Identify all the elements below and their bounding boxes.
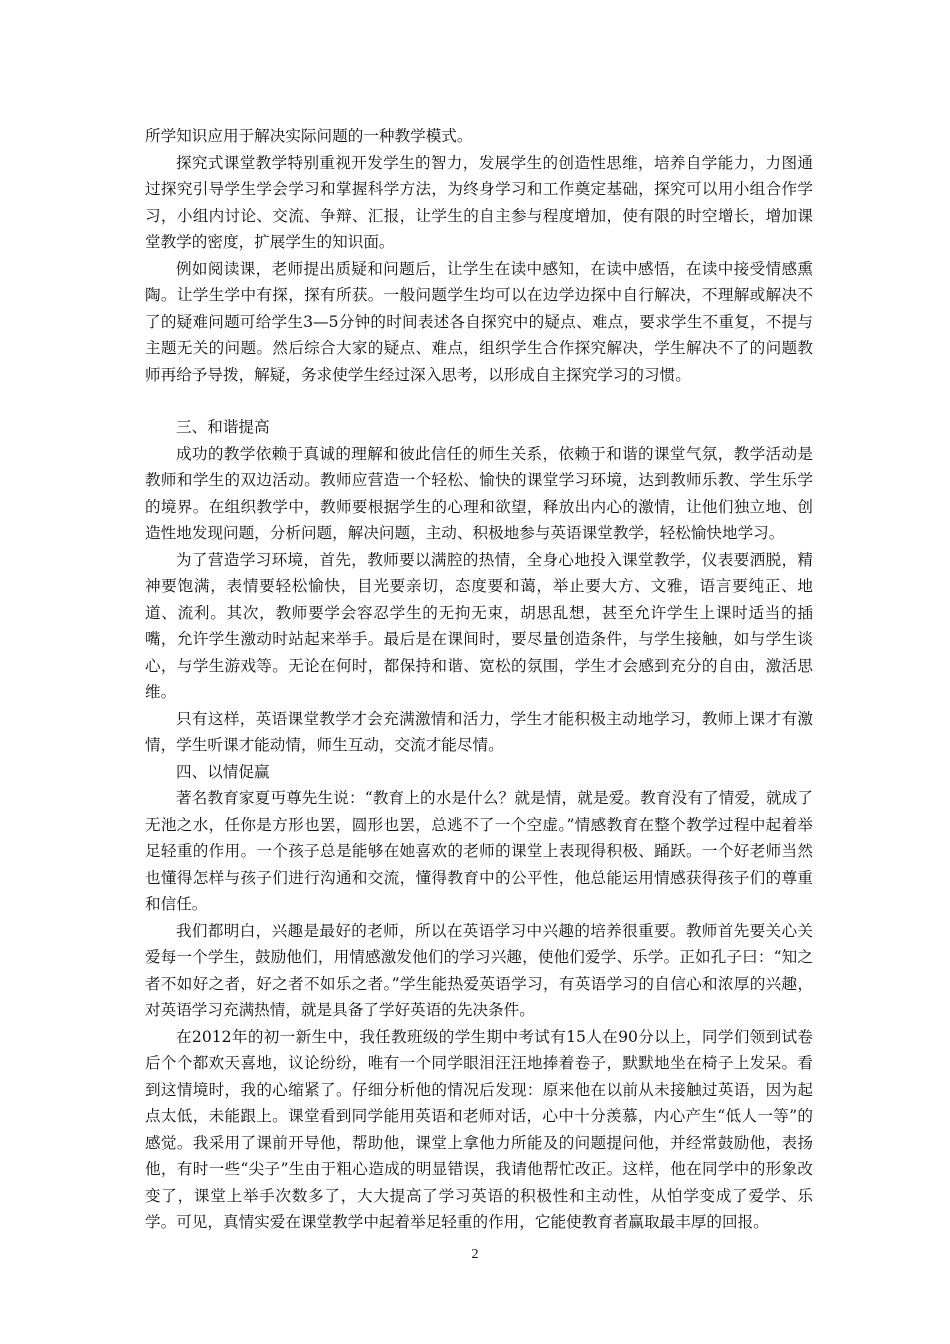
paragraph-emotion-3: 在2012年的初一新生中，我任教班级的学生期中考试有15人在90分以上，同学们领到试卷后个个都欢天喜地，议论纷纷，唯有一个同学眼泪汪汪地捧着卷子，默默地坐在椅子上发呆。看到这情境时，我的心缩紧了。仔细分析他的情况后发现：原来他在以前从未接触过英语，因为起点太低，未能跟上。课堂看到同学能用英语和老师对话，心中十分羡慕，内心产生“低人一等”的感觉。我采用了课前开导他，帮助他，课堂上拿他力所能及的问题提问他，并经常鼓励他，表扬他，有时一些“尖子”生由于粗心造成的明显错误，我请他帮忙改正。这样，他在同学中的形象改变了，课堂上举手次数多了，大大提高了学习英语的积极性和主动性，从怕学变成了爱学、乐学。可见，真情实爱在课堂教学中起着举足轻重的作用，它能使教育者赢取最丰厚的回报。 bbox=[145, 1027, 813, 1231]
paragraph-spacer bbox=[145, 388, 813, 414]
document-body bbox=[145, 123, 813, 1236]
paragraph-continuation: 所学知识应用于解决实际问题的一种教学模式。 bbox=[145, 127, 473, 145]
page-number: 2 bbox=[471, 1247, 479, 1262]
section-heading-harmony: 三、和谐提高 bbox=[176, 418, 270, 436]
paragraph-harmony-1: 成功的教学依赖于真诚的理解和彼此信任的师生关系，依赖于和谐的课堂气氛，教学活动是教师和学生的双边活动。教师应营造一个轻松、愉快的课堂学习环境，达到教师乐教、学生乐学的境界。在组织教学中，教师要根据学生的心理和欲望，释放出内心的激情，让他们独立地、创造性地发现问题，分析问题，解决问题，主动、积极地参与英语课堂教学，轻松愉快地学习。 bbox=[145, 444, 813, 542]
paragraph-emotion-2: 我们都明白，兴趣是最好的老师，所以在英语学习中兴趣的培养很重要。教师首先要关心关爱每一个学生，鼓励他们，用情感激发他们的学习兴趣，使他们爱学、乐学。正如孔子曰：“知之者不如好之者，好之者不如乐之者。”学生能热爱英语学习，有英语学习的自信心和浓厚的兴趣，对英语学习充满热情，就是具备了学好英语的先决条件。 bbox=[145, 921, 813, 1019]
paragraph-reading-example: 例如阅读课，老师提出质疑和问题后，让学生在读中感知，在读中感悟，在读中接受情感熏陶。让学生学中有探，探有所获。一般问题学生均可以在边学边探中自行解决，不理解或解决不了的疑难问题可给学生3—5分钟的时间表述各自探究中的疑点、难点，要求学生不重复，不提与主题无关的问题。然后综合大家的疑点、难点，组织学生合作探究解决，学生解决不了的问题教师再给予导拨，解疑，务求使学生经过深入思考，以形成自主探究学习的习惯。 bbox=[145, 259, 813, 384]
section-heading-emotion: 四、以情促赢 bbox=[176, 762, 270, 781]
paragraph-emotion-1: 著名教育家夏丏尊先生说：“教育上的水是什么？就是情，就是爱。教育没有了情爱，就成了无池之水，任你是方形也罢，圆形也罢，总逃不了一个空虚。”情感教育在整个教学过程中起着举足轻重的作用。一个孩子总是能够在她喜欢的老师的课堂上表现得积极、踊跃。一个好老师当然也懂得怎样与孩子们进行沟通和交流，懂得教育中的公平性，他总能运用情感获得孩子们的尊重和信任。 bbox=[145, 789, 813, 913]
paragraph-inquiry-teaching: 探究式课堂教学特别重视开发学生的智力，发展学生的创造性思维，培养自学能力，力图通过探究引导学生学会学习和掌握科学方法，为终身学习和工作奠定基础，探究可以用小组合作学习，小组内讨论、交流、争辩、汇报，让学生的自主参与程度增加，使有限的时空增长，增加课堂教学的密度，扩展学生的知识面。 bbox=[145, 153, 813, 251]
paragraph-harmony-3: 只有这样，英语课堂教学才会充满激情和活力，学生才能积极主动地学习，教师上课才有激情，学生听课才能动情，师生互动，交流才能尽情。 bbox=[145, 709, 813, 754]
paragraph-harmony-2: 为了营造学习环境，首先，教师要以满腔的热情，全身心地投入课堂教学，仪表要洒脱，精神要饱满，表情要轻松愉快，目光要亲切，态度要和蔼，举止要大方、文雅，语言要纯正、地道、流利。其次，教师要学会容忍学生的无拘无束，胡思乱想，甚至允许学生上课时适当的插嘴，允许学生激动时站起来举手。最后是在课间时，要尽量创造条件，与学生接触，如与学生谈心，与学生游戏等。无论在何时，都保持和谐、宽松的氛围，学生才会感到充分的自由，激活思维。 bbox=[145, 550, 813, 701]
